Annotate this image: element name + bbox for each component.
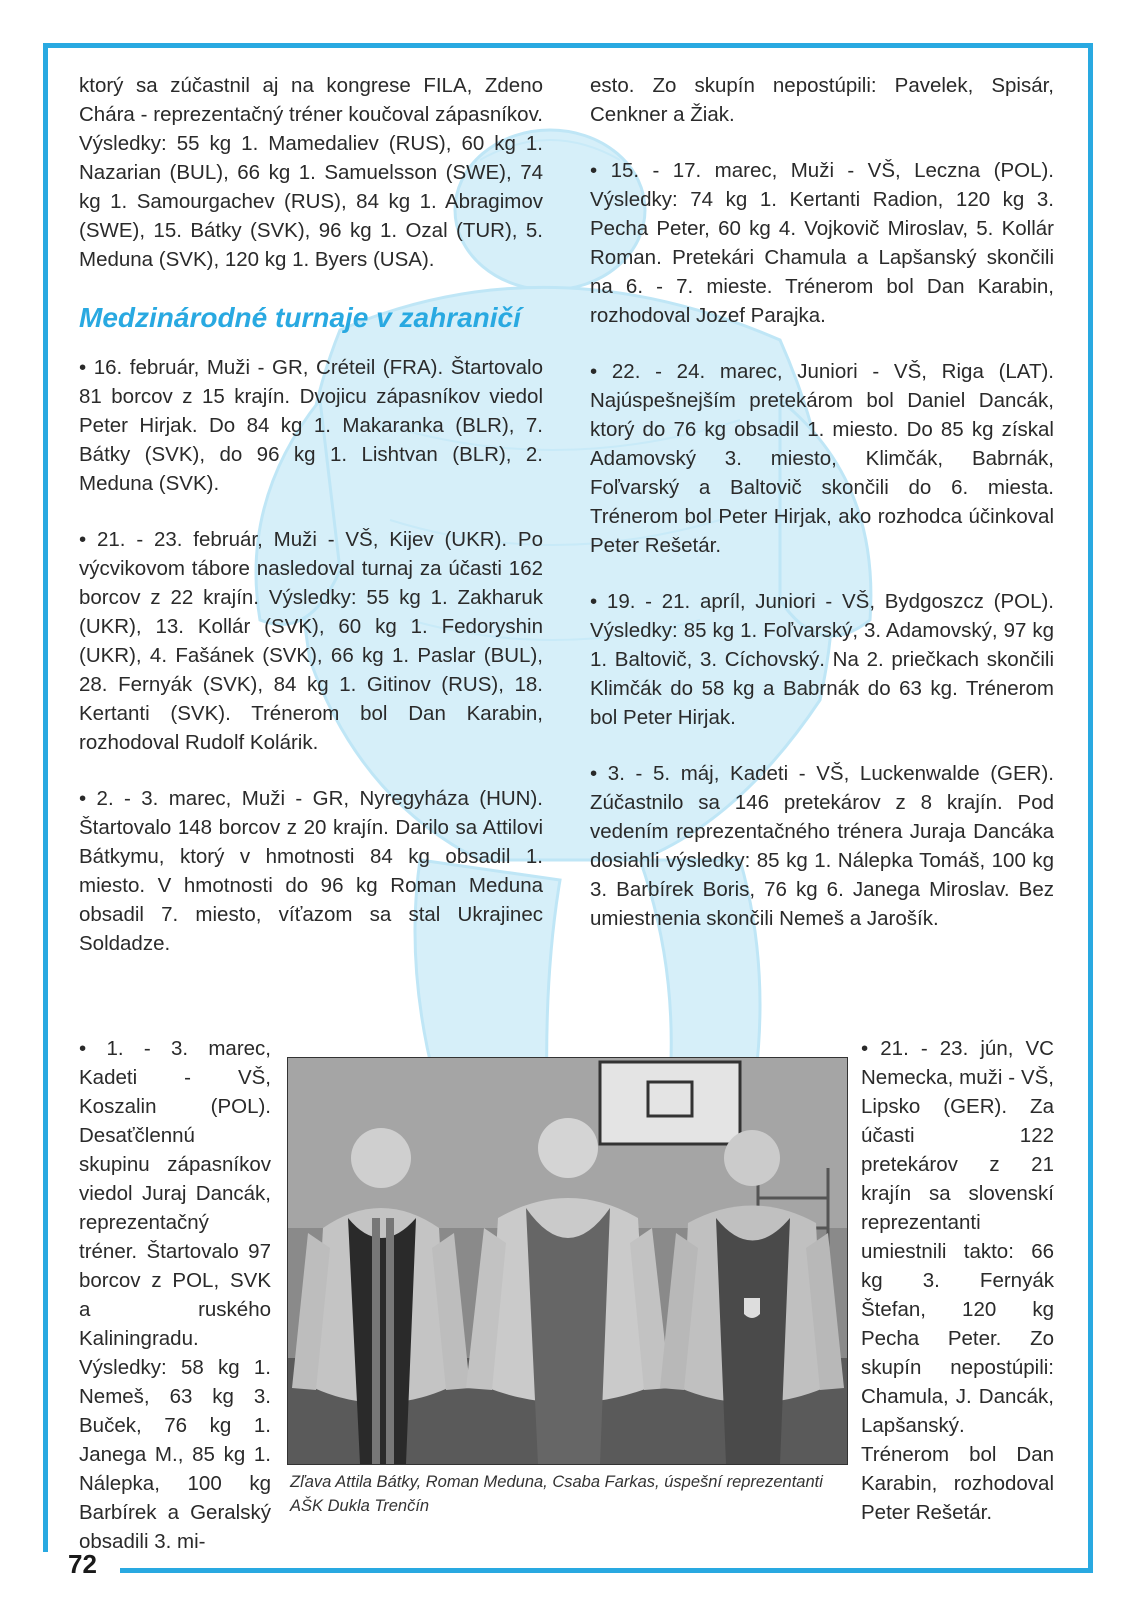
paragraph-bydgoszcz: • 19. - 21. apríl, Juniori - VŠ, Bydgoszcz (POL). Výsledky: 85 kg 1. Foľvarský, 3. Adamovský, 97 kg 1. Baltovič, 3. Cíchovský. Na 2. priečkach skončili Klimčák do 58 kg a Babrnák do 63 kg. Trénerom bol Peter Hirjak. — [590, 590, 1054, 729]
paragraph-luckenwalde: • 3. - 5. máj, Kadeti - VŠ, Luckenwalde (GER). Zúčastnilo sa 146 pretekárov z 8 krajín. Pod vedením reprezentačného trénera Juraja Dancáka dosiahli výsledky: 85 kg 1. Nálepka Tomáš, 100 kg 3. Barbírek Boris, 76 kg 6. Janega Miroslav. Bez umiestnenia skončili Nemeš a Jarošík. — [590, 762, 1054, 930]
page-number: 72 — [68, 1549, 97, 1579]
section-heading: Medzinárodné turnaje v zahraničí — [79, 302, 521, 333]
paragraph-cretail: • 16. február, Muži - GR, Créteil (FRA). Štartovalo 81 borcov z 15 krajín. Dvojicu zápasníkov viedol Peter Hirjak. Do 84 kg 1. Makaranka (BLR), 7. Bátky (SVK), do 96 kg 1. Lishtvan (BLR), 2. Meduna (SVK). — [79, 356, 543, 495]
paragraph-leczna: • 15. - 17. marec, Muži - VŠ, Leczna (POL). Výsledky: 74 kg 1. Kertanti Radion, 120 kg 3. Pecha Peter, 60 kg 4. Vojkovič Miroslav, 5. Kollár Roman. Pretekári Chamula a Lapšanský skončili na 6. - 7. mieste. Trénerom bol Dan Karabin, rozhodoval Jozef Parajka. — [590, 159, 1054, 327]
right-column — [590, 71, 1054, 933]
photo-caption: Zľava Attila Bátky, Roman Meduna, Csaba Farkas, úspešní reprezentanti AŠK Dukla Trenčín — [290, 1473, 823, 1515]
paragraph-kijev: • 21. - 23. február, Muži - VŠ, Kijev (UKR). Po výcvikovom tábore nasledoval turnaj za účasti 162 borcov z 22 krajín. Výsledky: 55 kg 1. Zakharuk (UKR), 13. Kollár (SVK), 60 kg 1. Fedoryshin (UKR), 4. Fašánek (SVK), 66 kg 1. Paslar (BUL), 28. Fernyák (SVK), 84 kg 1. Gitinov (RUS), 18. Kertanti (SVK). Trénerom bol Dan Karabin, rozhodoval Rudolf Kolárik. — [79, 528, 543, 754]
paragraph-nyregyhaza: • 2. - 3. marec, Muži - GR, Nyregyháza (HUN). Štartovalo 148 borcov z 20 krajín. Darilo sa Attilovi Bátkymu, ktorý v hmotnosti 84 kg obsadil 1. miesto. V hmotnosti do 96 kg Roman Meduna obsadil 7. miesto, víťazom sa stal Ukrajinec Soldadze. — [79, 787, 543, 955]
paragraph-continued: esto. Zo skupín nepostúpili: Pavelek, Spisár, Cenkner a Žiak. — [590, 74, 1054, 126]
left-column — [79, 71, 543, 958]
paragraph-riga: • 22. - 24. marec, Juniori - VŠ, Riga (LAT). Najúspešnejším pretekárom bol Daniel Dancák, ktorý do 76 kg obsadil 1. miesto. Do 85 kg získal Adamovský 3. miesto, Klimčák, Babrnák, Foľvarský a Baltovič skončili do 6. miesta. Trénerom bol Peter Hirjak, ako rozhodca účinkoval Peter Rešetár. — [590, 360, 1054, 557]
bottom-right-column — [861, 1034, 1054, 1527]
paragraph-koszalin: • 1. - 3. marec, Kadeti - VŠ, Koszalin (POL). Desaťčlennú skupinu zápasníkov viedol Juraj Dancák, reprezentačný tréner. Štartovalo 97 borcov z POL, SVK a ruského Kaliningradu. Výsledky: 58 kg 1. Nemeš, 63 kg 3. Buček, 76 kg 1. Janega M., 85 kg 1. Nálepka, 100 kg Barbírek a Geralský obsadili 3. mi- — [79, 1037, 271, 1553]
bottom-left-column — [79, 1034, 271, 1556]
wrestlers-photo — [287, 1057, 848, 1465]
intro-paragraph: ktorý sa zúčastnil aj na kongrese FILA, Zdeno Chára - reprezentačný tréner koučoval zápasníkov. Výsledky: 55 kg 1. Mamedaliev (RUS), 60 kg 1. Nazarian (BUL), 66 kg 1. Samuelsson (SWE), 74 kg 1. Samourgachev (RUS), 84 kg 1. Abragimov (SWE), 15. Bátky (SVK), 96 kg 1. Ozal (TUR), 5. Meduna (SVK), 120 kg 1. Byers (USA). — [79, 74, 543, 271]
paragraph-lipsko: • 21. - 23. jún, VC Nemecka, muži - VŠ, Lipsko (GER). Za účasti 122 pretekárov z 21 krajín sa slovenskí reprezentanti umiestnili takto: 66 kg 3. Fernyák Štefan, 120 kg Pecha Peter. Zo skupín nepostúpili: Chamula, J. Dancák, Lapšanský. Trénerom bol Dan Karabin, rozhodoval Peter Rešetár. — [861, 1037, 1054, 1524]
